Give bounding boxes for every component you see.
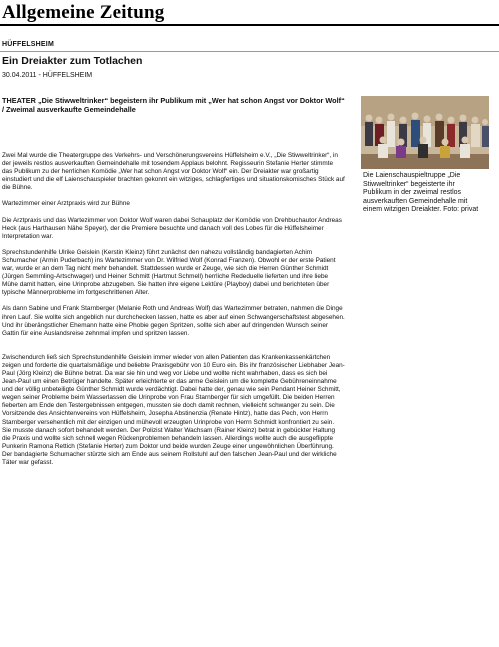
newspaper-masthead: Allgemeine Zeitung <box>2 2 165 23</box>
lead-keyword: THEATER <box>2 96 36 105</box>
article-lead <box>2 96 347 114</box>
article-paragraph: Zwischendurch ließ sich Sprechstundenhilfe Geislein immer wieder von allen Patienten das Krankenkassenkärtchen zeigen und forderte die quartalsmäßige und beliebte Praxisgebühr von 10 Euro ein. Bis ihr französischer Liebhaber Jean-Paul (Jörg Kleinz) die Bühne betrat. Da war sie hin und weg vor Liebe und wollte nicht wahrhaben, dass es sich bei Jean-Paul um einen Betrüger handelte. Später erleichterte er das arme Geislein um die komplette Gebühreneinnahme und der völlig unbeteiligte Günther Schmidt wurde verdächtigt. Dabei hatte der, genau wie sein Pendant Heiner Schmitt, wegen seiner Probleme beim Wasserlassen die Urinprobe von Frau Starnberger für sich umgefüllt. Die beiden Herren fieberten am Ende den Testergebnissen entgegen, mussten sie doch damit rechnen, vielleicht schwanger zu sein. Die Vorsitzende des Ansichtenvereins von Hüffelsheim, Josepha Abstinenzia (Renate Hintz), hatte das Pech, von Herrn Starnberger versehentlich mit der einzigen und mühevoll erzeugten Urinprobe von Herrn Schmidt konfrontiert zu sein. Sie musste danach sofort behandelt werden. Der Polizist Walter Wachsam (Rainer Kleinz) betrat in gebückter Haltung die Praxis und wollte sich schnell wegen Rückenproblemen behandeln lassen. Allerdings wollte auch die ausgeflippte Punkerin Ramona Rettich (Stefanie Herter) zum Doktor und beide wurden Zeuge einer ungewöhnlichen Überführung. Der bandagierte Schumacher stürzte sich am Ende aus seinem Rollstuhl auf den falschen Jean-Paul und der wirkliche Täter war gefasst. <box>2 353 345 466</box>
group-photo-icon <box>361 96 489 169</box>
article-paragraph: Die Arztpraxis und das Wartezimmer von Doktor Wolf waren dabei Schauplatz der Komödie von Drehbuchautor Andreas Heck (aus Harthausen Nähe Speyer), der die Premiere besuchte und danach voll des Lobes für die Hüffelsheimer Interpretation war. <box>2 216 342 240</box>
article-headline: Ein Dreiakter zum Totlachen <box>2 55 143 67</box>
photo-caption: Die Laienschauspieltruppe „Die Stiwweltrinker“ begeisterte ihr Publikum in der zweimal restlos ausverkauften Gemeindehalle mit einem witzigen Dreiakter. Foto: privat <box>363 172 479 214</box>
group-photo[interactable] <box>361 96 489 169</box>
article-body <box>2 152 345 475</box>
article-dateline: 30.04.2011 - HÜFFELSHEIM <box>2 72 93 79</box>
article-paragraph: Sprechstundenhilfe Ulrike Geislein (Kerstin Kleinz) führt zunächst den nahezu vollständig bandagierten Achim Schumacher (Armin Puderbach) ins Wartezimmer von Dr. Wilfried Wolf (Konrad Franzen). Obwohl er der erste Patient war, wurde er an dem Tag nicht mehr behandelt. Stattdessen wurde er Zeuge, wie sich die Herren Günther Schmidt (Jürgen Semmling-Artschwager) und Heiner Schmitt (Hartmut Schmell) herrliche Rededuelle lieferten und ihre liebe Mühe damit hatten, eine Urinprobe abzugeben. Sie hatten ihre eigene Lektüre (Playboy) dabei und berichteten über typische Männerprobleme im fortgeschrittenen Alter. <box>2 248 336 297</box>
lead-text: „Die Stiwweltrinker“ begeistern ihr Publikum mit „Wer hat schon Angst vor Doktor Wolf“ / Zweimal ausverkaufte Gemeindehalle <box>2 96 345 114</box>
article-paragraph: Als dann Sabine und Frank Starnberger (Melanie Roth und Andreas Wolf) das Wartezimmer betraten, nahmen die Dinge ihren Lauf. Sie wollte sich angeblich nur durchchecken lassen, hatte es aber auf einen Schwangerschaftstest abgesehen. Und ihr überängstlicher Ehemann hatte eine Phobie gegen Spritzen, sollte sich aber auf dringenden Wunsch seiner Gattin für eine Auslandsreise zehnmal impfen und spritzen lassen. <box>2 305 345 337</box>
article-subheading: Wartezimmer einer Arztpraxis wird zur Bühne <box>2 200 130 208</box>
article-paragraph: Zwei Mal wurde die Theatergruppe des Verkehrs- und Verschönerungsvereins Hüffelsheim e.V., „Die Stiwweltrinker“, in der jeweils restlos ausverkauften Gemeindehalle mit tosendem Applaus belohnt. Regisseurin Stefanie Herter stimmte das Publikum zu der herrlichen Komödie „Wer hat schon Angst vor Doktor Wolf“ ein. Der Dreiakter war großartig einstudiert und die elf Laienschauspieler brachten gekonnt ein witziges, schlagfertiges und situationskomisches Stück auf die Bühne. <box>2 152 345 192</box>
section-rule <box>0 51 499 52</box>
masthead-rule <box>0 24 499 26</box>
section-label[interactable]: HÜFFELSHEIM <box>2 41 54 48</box>
